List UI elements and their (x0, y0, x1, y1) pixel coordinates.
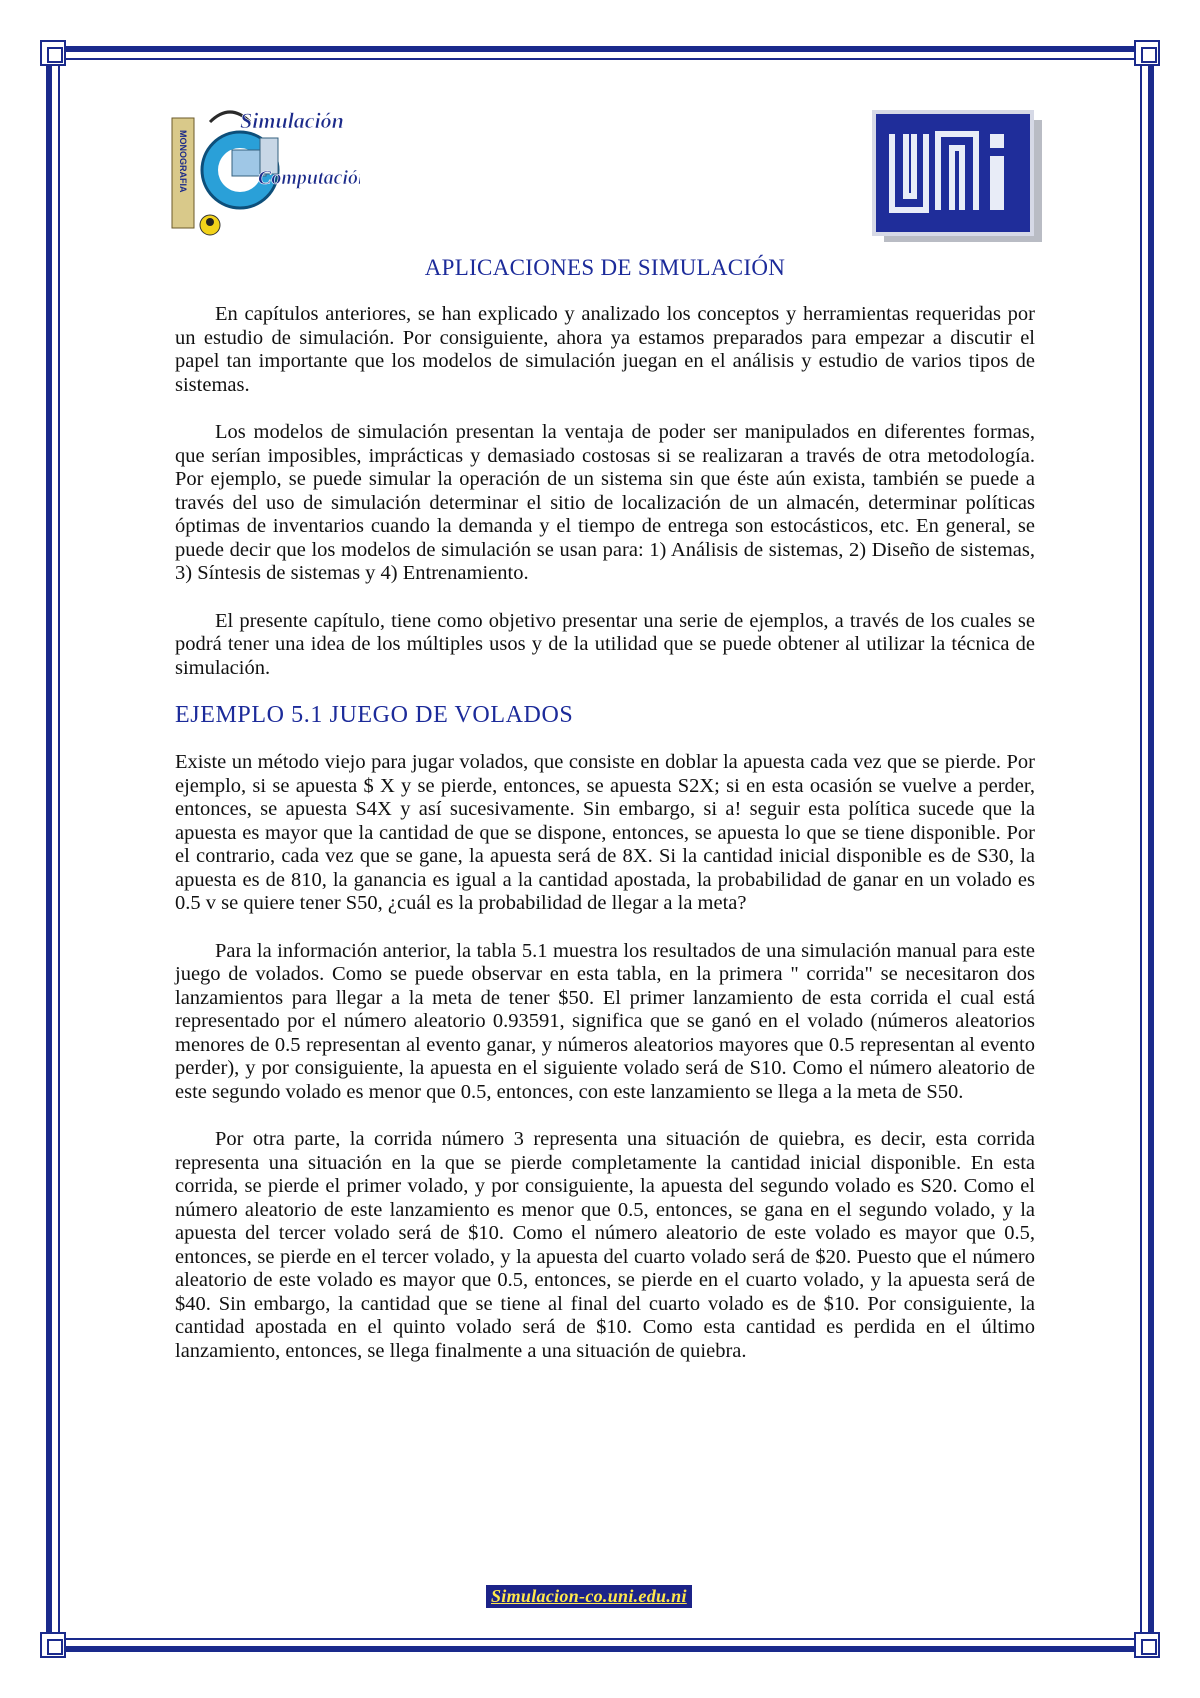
example-paragraph-1: Existe un método viejo para jugar volados, que consiste en doblar la apuesta cada vez que se pierde. Por ejemplo, si se apuesta $ X y se pierde, entonces, se apuesta S2X; si en esta ocasión se vuelve a perder, entonces, se apuesta S4X y así sucesivamente. Sin embargo, si a! seguir esta política sucede que la apuesta es mayor que la cantidad de que se dispone, entonces, se apuesta lo que se tiene disponible. Por el contrario, cada vez que se gane, la apuesta será de 8X. Si la cantidad inicial disponible es de S30, la apuesta es de 810, la ganancia es igual a la cantidad apostada, la probabilidad de ganar en un volado es 0.5 v se quiere tener S50, ¿cuál es la probabilidad de llegar a la meta? (175, 751, 1035, 914)
border-corner-ornament (1134, 40, 1160, 66)
border-corner-ornament (40, 40, 66, 66)
uni-logo (870, 110, 1045, 245)
example-paragraph-3: Por otra parte, la corrida número 3 representa una situación de quiebra, es decir, esta corrida representa una situación en la que se pierde completamente la cantidad inicial disponible. En esta corrida, se pierde el primer volado, y por consiguiente, la apuesta del segundo volado es S20. Como el número aleatorio de este lanzamiento es menor que 0.5, entonces, se gana en el segundo volado, y la apuesta del tercer volado será de $10. Como el número aleatorio de este volado es mayor que 0.5, entonces, se pierde en el tercer volado, y la apuesta del cuarto volado será de $20. Puesto que el número aleatorio de este volado es mayor que 0.5, entonces, se pierde en el cuarto volado, y la apuesta será de $40. Sin embargo, la cantidad que se tiene al final del cuarto volado es de $10. Por consiguiente, la cantidad apostada en el quinto volado será de $10. Como esta cantidad es perdida en el último lanzamiento, entonces, se llega finalmente a una situación de quiebra. (175, 1128, 1035, 1362)
page-title: APLICACIONES DE SIMULACIÓN (424, 255, 786, 280)
simulacion-computacion-logo (170, 100, 360, 250)
svg-text:Simulación: Simulación (240, 108, 344, 133)
border-corner-ornament (1134, 1632, 1160, 1658)
example-paragraph-2: Para la información anterior, la tabla 5.1 muestra los resultados de una simulación manual para este juego de volados. Como se puede observar en esta tabla, en la primera " corrida" se necesitaron dos lanzamientos para llegar a la meta de tener $50. El primer lanzamiento de esta corrida el cual está representado por el número aleatorio 0.93591, significa que se ganó en el volado (números aleatorios menores de 0.5 representan al evento ganar, y números aleatorios mayores que 0.5 representan al evento perder), y por consiguiente, la apuesta en el siguiente volado será de S10. Como el número aleatorio de este segundo volado es menor que 0.5, entonces, con este lanzamiento se llega a la meta de S50. (175, 939, 1035, 1103)
svg-text:Computación: Computación (258, 167, 360, 189)
footer-website-link[interactable]: Simulacion-co.uni.edu.ni (486, 1585, 692, 1608)
intro-paragraph-1: En capítulos anteriores, se han explicado y analizado los conceptos y herramientas requeridas por un estudio de simulación. Por consiguiente, ahora ya estamos preparados para empezar a discutir el papel tan importante que los modelos de simulación juegan en el análisis y estudio de varios tipos de sistemas. (175, 303, 1035, 396)
intro-paragraph-2: Los modelos de simulación presentan la ventaja de poder ser manipulados en diferentes formas, que serían imposibles, imprácticas y demasiado costosas si se realizaran a través de otra metodología. Por ejemplo, se puede simular la operación de un sistema sin que éste aún exista, también se puede a través del uso de simulación determinar el sitio de localización de un almacén, determinar políticas óptimas de inventarios cuando la demanda y el tiempo de entrega son estocásticos, etc. En general, se puede decir que los modelos de simulación se usan para: 1) Análisis de sistemas, 2) Diseño de sistemas, 3) Síntesis de sistemas y 4) Entrenamiento. (175, 421, 1035, 584)
section-heading: EJEMPLO 5.1 JUEGO DE VOLADOS (175, 702, 574, 728)
document-body (175, 255, 1035, 1363)
border-corner-ornament (40, 1632, 66, 1658)
intro-paragraph-3: El presente capítulo, tiene como objetivo presentar una serie de ejemplos, a través de los cuales se podrá tener una idea de los múltiples usos y de la utilidad que se puede obtener al utilizar la técnica de simulación. (175, 609, 1035, 679)
svg-text:MONOGRAFIA: MONOGRAFIA (178, 130, 188, 193)
